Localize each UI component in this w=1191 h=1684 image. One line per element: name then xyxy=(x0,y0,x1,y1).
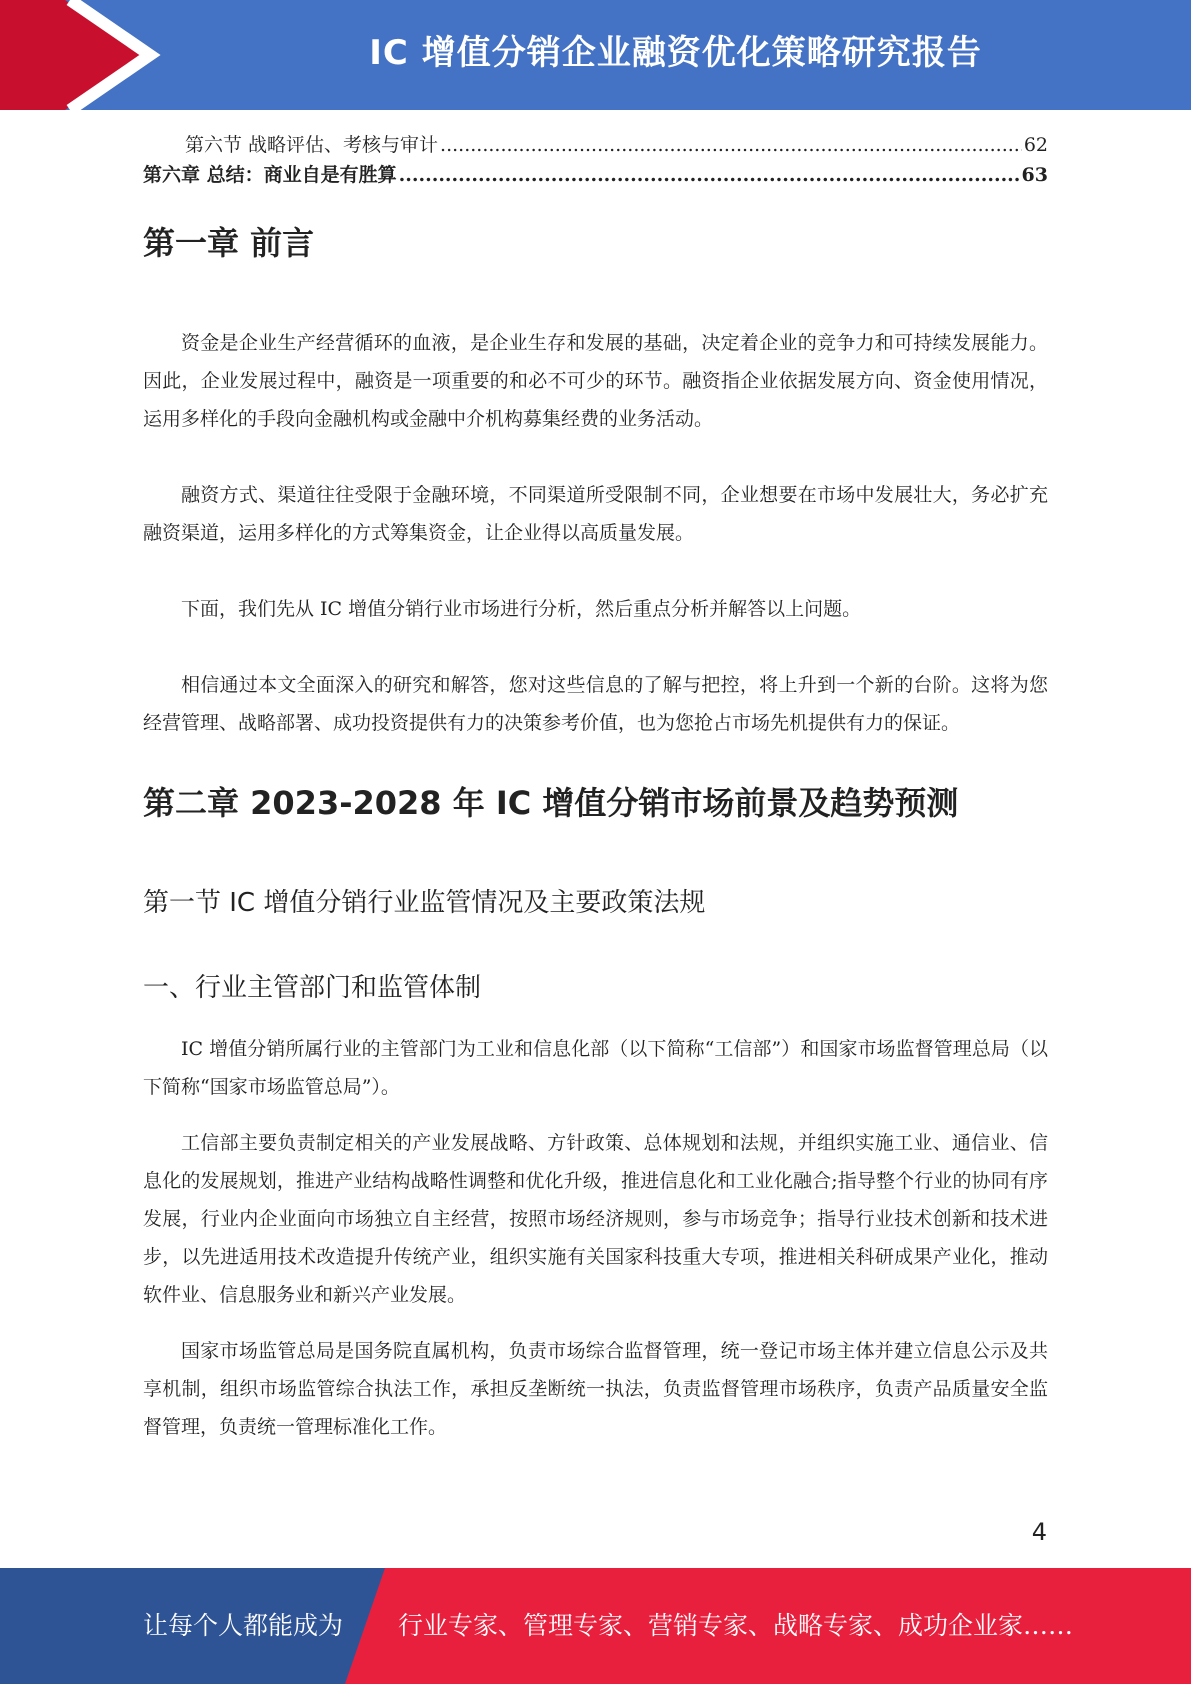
toc-leader-dots xyxy=(440,130,1022,160)
footer-slogan-right: 行业专家、管理专家、营销专家、战略专家、成功企业家…… xyxy=(398,1611,1074,1640)
toc-leader-dots xyxy=(399,160,1020,190)
paragraph: 下面，我们先从 IC 增值分销行业市场进行分析，然后重点分析并解答以上问题。 xyxy=(181,598,862,620)
subsection1-title: 一、行业主管部门和监管体制 xyxy=(143,973,482,1003)
footer-banner xyxy=(0,1568,1191,1684)
section1-title: 第一节 IC 增值分销行业监管情况及主要政策法规 xyxy=(143,888,706,918)
page-content xyxy=(143,110,1048,1446)
page-number: 4 xyxy=(1031,1518,1047,1546)
paragraph: 工信部主要负责制定相关的产业发展战略、方针政策、总体规划和法规，并组织实施工业、通信业、信息化的发展规划，推进产业结构战略性调整和优化升级，推进信息化和工业化融合;指导整个行业的协同有序发展，行业内企业面向市场独立自主经营，按照市场经济规则，参与市场竞争；指导行业技术创新和技术进步，以先进适用技术改造提升传统产业，组织实施有关国家科技重大专项，推进相关科研成果产业化，推动软件业、信息服务业和新兴产业发展。 xyxy=(143,1132,1048,1306)
table-of-contents xyxy=(143,130,1048,190)
toc-entry-label: 第六章 总结：商业自是有胜算 xyxy=(143,164,397,186)
paragraph: 资金是企业生产经营循环的血液，是企业生存和发展的基础，决定着企业的竞争力和可持续发展能力。因此，企业发展过程中，融资是一项重要的和必不可少的环节。融资指企业依据发展方向、资金使用情况，运用多样化的手段向金融机构或金融中介机构募集经费的业务活动。 xyxy=(143,332,1048,430)
footer-slogan-left: 让每个人都能成为 xyxy=(143,1611,344,1640)
chapter1-title: 第一章 前言 xyxy=(143,224,315,262)
paragraph: 融资方式、渠道往往受限于金融环境，不同渠道所受限制不同，企业想要在市场中发展壮大，务必扩充融资渠道，运用多样化的方式筹集资金，让企业得以高质量发展。 xyxy=(143,484,1048,544)
toc-entry-page: 62 xyxy=(1023,134,1048,156)
toc-entry[interactable] xyxy=(143,130,1048,160)
toc-entry[interactable] xyxy=(143,160,1048,190)
toc-entry-label: 第六节 战略评估、考核与审计 xyxy=(185,134,439,156)
toc-entry-page: 63 xyxy=(1021,164,1048,186)
paragraph: 相信通过本文全面深入的研究和解答，您对这些信息的了解与把控，将上升到一个新的台阶。这将为您经营管理、战略部署、成功投资提供有力的决策参考价值，也为您抢占市场先机提供有力的保证。 xyxy=(143,674,1048,734)
header-banner xyxy=(0,0,1191,110)
paragraph: 国家市场监管总局是国务院直属机构，负责市场综合监督管理，统一登记市场主体并建立信息公示及共享机制，组织市场监管综合执法工作，承担反垄断统一执法，负责监督管理市场秩序，负责产品质量安全监督管理，负责统一管理标准化工作。 xyxy=(143,1340,1048,1438)
chapter1-body xyxy=(143,324,1048,742)
chapter2-title: 第二章 2023-2028 年 IC 增值分销市场前景及趋势预测 xyxy=(143,784,959,822)
report-title: IC 增值分销企业融资优化策略研究报告 xyxy=(369,33,982,73)
chapter2-body xyxy=(143,1030,1048,1446)
paragraph: IC 增值分销所属行业的主管部门为工业和信息化部（以下简称“工信部”）和国家市场监督管理总局（以下简称“国家市场监管总局”）。 xyxy=(143,1038,1048,1098)
